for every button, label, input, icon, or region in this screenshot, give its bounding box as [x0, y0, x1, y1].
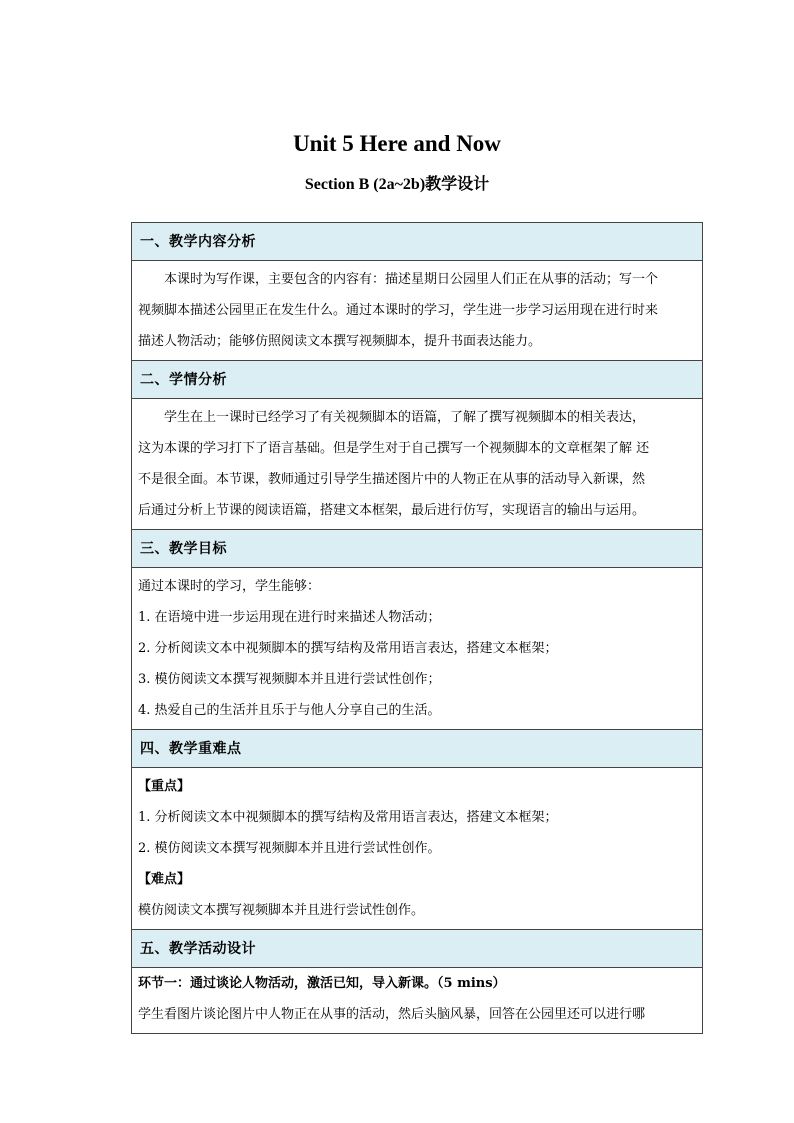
- difficulty-label: 【难点】: [138, 872, 191, 887]
- text-line: 后通过分析上节课的阅读语篇，搭建文本框架，最后进行仿写，实现语言的输出与运用。: [138, 503, 646, 518]
- text-line: 描述人物活动；能够仿照阅读文本撰写视频脚本，提升书面表达能力。: [138, 334, 542, 349]
- document-subtitle: Section B (2a~2b)教学设计: [304, 176, 490, 193]
- section-body-activities: [132, 968, 702, 1034]
- list-item: 2. 分析阅读文本中视频脚本的撰写结构及常用语言表达，搭建文本框架；: [138, 641, 558, 656]
- section-body-objectives: [132, 568, 702, 730]
- list-item: 1. 分析阅读文本中视频脚本的撰写结构及常用语言表达，搭建文本框架；: [138, 810, 558, 825]
- list-item: 1. 在语境中进一步运用现在进行时来描述人物活动；: [138, 610, 441, 625]
- section-heading-objectives: 三、教学目标: [132, 530, 702, 568]
- list-item: 2. 模仿阅读文本撰写视频脚本并且进行尝试性创作。: [138, 841, 441, 856]
- text-line: 学生在上一课时已经学习了有关视频脚本的语篇，了解了撰写视频脚本的相关表达，: [164, 410, 646, 425]
- section-body-learner-analysis: [132, 399, 702, 530]
- lesson-plan-table: [131, 222, 703, 1034]
- text-line: 通过本课时的学习，学生能够：: [138, 579, 321, 594]
- text-line: 这为本课的学习打下了语言基础。但是学生对于自己撰写一个视频脚本的文章框架了解 还: [138, 441, 650, 456]
- text-line: 学生看图片谈论图片中人物正在从事的活动，然后头脑风暴，回答在公园里还可以进行哪: [138, 1007, 646, 1022]
- text-line: 模仿阅读文本撰写视频脚本并且进行尝试性创作。: [138, 903, 425, 918]
- text-line: 本课时为写作课，主要包含的内容有：描述星期日公园里人们正在从事的活动；写一个: [164, 272, 659, 287]
- section-body-content-analysis: [132, 261, 702, 361]
- section-heading-key-points: 四、教学重难点: [132, 730, 702, 768]
- key-points-label: 【重点】: [138, 779, 191, 794]
- document-title: Unit 5 Here and Now: [293, 131, 501, 156]
- section-heading-content-analysis: 一、教学内容分析: [132, 223, 702, 261]
- section-heading-activities: 五、教学活动设计: [132, 930, 702, 968]
- step-title: 环节一：通过谈论人物活动，激活已知，导入新课。（5 mins）: [138, 976, 506, 991]
- list-item: 3. 模仿阅读文本撰写视频脚本并且进行尝试性创作；: [138, 672, 441, 687]
- text-line: 视频脚本描述公园里正在发生什么。通过本课时的学习，学生进一步学习运用现在进行时来: [138, 303, 659, 318]
- section-heading-learner-analysis: 二、学情分析: [132, 361, 702, 399]
- text-line: 不是很全面。本节课，教师通过引导学生描述图片中的人物正在从事的活动导入新课，然: [138, 472, 646, 487]
- section-body-key-points: [132, 768, 702, 930]
- list-item: 4. 热爱自己的生活并且乐于与他人分享自己的生活。: [138, 703, 441, 718]
